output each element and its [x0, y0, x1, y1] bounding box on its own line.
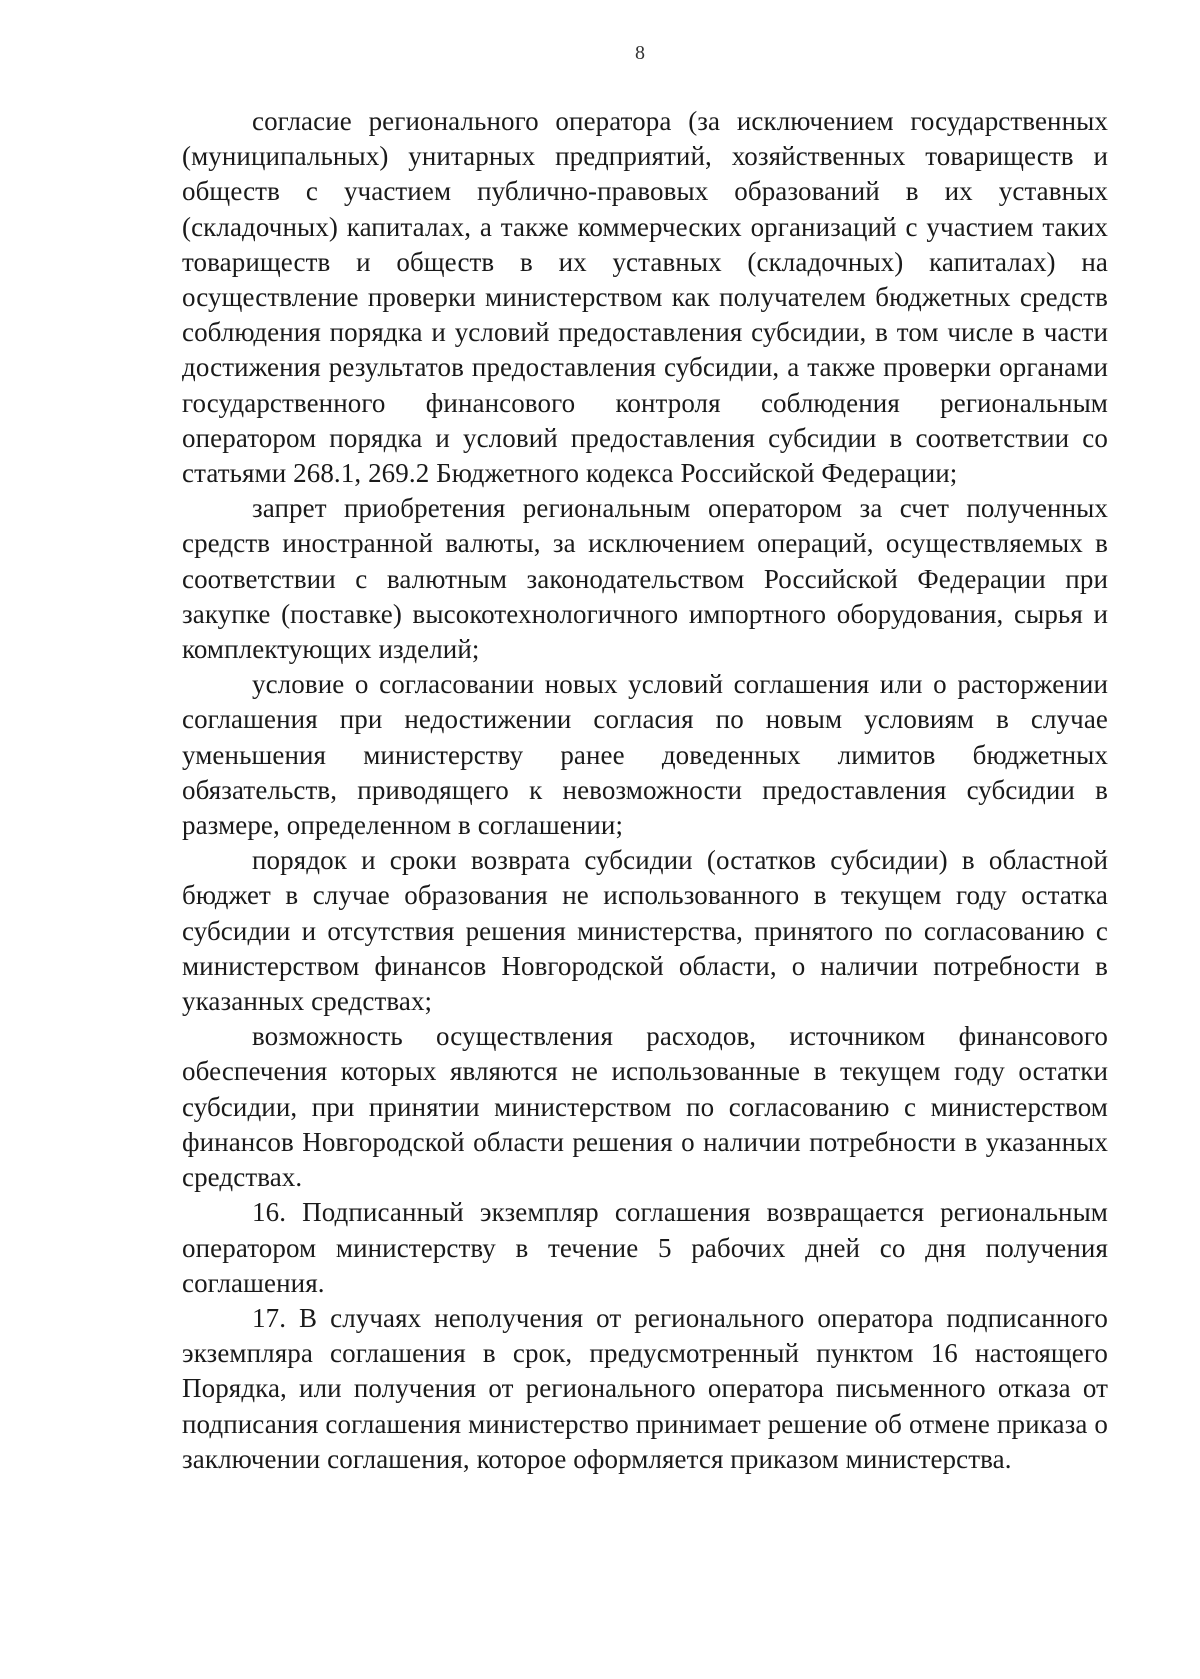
document-body	[182, 104, 1108, 1477]
paragraph-expense-possibility: возможность осуществления расходов, источником финансового обеспечения которых являются не использованные в текущем году остатки субсидии, при принятии министерством по согласованию с министерством финансов Новгородской области решения о наличии потребности в указанных средствах.	[182, 1021, 1108, 1193]
paragraph-clause-16: 16. Подписанный экземпляр соглашения возвращается региональным оператором министерству в течение 5 рабочих дней со дня получения соглашения.	[182, 1197, 1108, 1298]
paragraph-clause-17: 17. В случаях неполучения от регионального оператора подписанного экземпляра соглашения в срок, предусмотренный пунктом 16 настоящего Порядка, или получения от регионального оператора письменного отказа от подписания соглашения министерство принимает решение об отмене приказа о заключении соглашения, которое оформляется приказом министерства.	[182, 1302, 1108, 1474]
paragraph-return-procedure: порядок и сроки возврата субсидии (остатков субсидии) в областной бюджет в случае образования не использованного в текущем году остатка субсидии и отсутствия решения министерства, принятого по согласованию с министерством финансов Новгородской области, о наличии потребности в указанных средствах;	[182, 845, 1108, 1017]
paragraph-agreement-conditions: условие о согласовании новых условий соглашения или о расторжении соглашения при недостижении согласия по новым условиям в случае уменьшения министерству ранее доведенных лимитов бюджетных обязательств, приводящего к невозможности предоставления субсидии в размере, определенном в соглашении;	[182, 669, 1108, 841]
paragraph-consent: согласие регионального оператора (за исключением государственных (муниципальных) унитарных предприятий, хозяйственных товариществ и обществ с участием публично-правовых образований в их уставных (складочных) капиталах, а также коммерческих организаций с участием таких товариществ и обществ в их уставных (складочных) капиталах) на осуществление проверки министерством как получателем бюджетных средств соблюдения порядка и условий предоставления субсидии, в том числе в части достижения результатов предоставления субсидии, а также проверки органами государственного финансового контроля соблюдения региональным оператором порядка и условий предоставления субсидии в соответствии со статьями 268.1, 269.2 Бюджетного кодекса Российской Федерации;	[182, 106, 1108, 489]
page-number: 8	[635, 42, 645, 64]
paragraph-currency-ban: запрет приобретения региональным оператором за счет полученных средств иностранной валюты, за исключением операций, осуществляемых в соответствии с валютным законодательством Российской Федерации при закупке (поставке) высокотехнологичного импортного оборудования, сырья и комплектующих изделий;	[182, 493, 1108, 665]
